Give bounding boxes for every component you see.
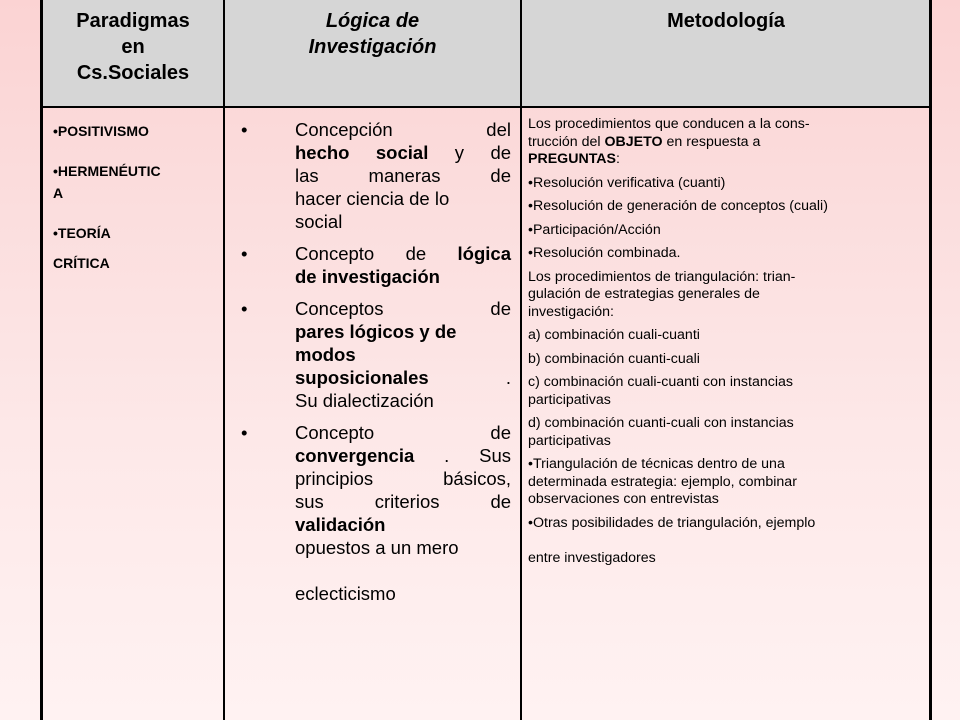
bold-text: modos (295, 344, 356, 365)
bold-text: OBJETO (604, 133, 663, 150)
text-run: d) combinación cuanti-cuali con instancias (528, 415, 794, 431)
text-run: en respuesta a (662, 133, 761, 150)
text-run: determinada estrategia: ejemplo, combinar (528, 473, 797, 490)
metodologia-paragraph (528, 245, 928, 263)
text-line (295, 582, 511, 605)
logica-item (239, 118, 511, 233)
text-run: básicos, (443, 468, 511, 489)
content-table (40, 0, 932, 720)
text-run: gulación de estrategias generales de (528, 286, 760, 302)
text-line (295, 265, 511, 288)
paradigmas-column (53, 120, 218, 292)
text-line (528, 433, 928, 451)
text-run: •Participación/Acción (528, 221, 661, 238)
bold-text: validación (295, 514, 386, 535)
metodologia-paragraph (528, 269, 928, 322)
logica-item (239, 297, 511, 412)
bold-text: pares lógicos y de (295, 321, 457, 342)
header-text: Paradigmas (76, 10, 190, 32)
bold-text: de investigación (295, 266, 440, 287)
text-run: participativas (528, 432, 611, 449)
text-line (528, 374, 928, 392)
column-divider (520, 0, 522, 720)
text-line (528, 491, 928, 509)
text-run: Los procedimientos que conducen a la cons- (528, 116, 810, 132)
text-line (295, 444, 511, 467)
text-line (295, 513, 511, 536)
text-line (528, 198, 928, 216)
paradigma-item: CRÍTICA (53, 255, 110, 271)
text-line (528, 151, 928, 169)
metodologia-paragraph (528, 415, 928, 450)
text-line (295, 164, 511, 187)
text-line (528, 532, 928, 550)
text-run: hacer ciencia de lo (295, 188, 450, 209)
metodologia-paragraph (528, 327, 928, 345)
metodologia-paragraph (528, 116, 928, 169)
text-run: Conceptos (295, 298, 384, 319)
text-run: participativas (528, 391, 611, 408)
logica-item (239, 242, 511, 288)
text-run: observaciones con entrevistas (528, 491, 719, 507)
bold-text: hecho social (295, 142, 429, 163)
text-line (295, 297, 511, 320)
header-text: Cs.Sociales (76, 62, 190, 84)
text-run: •Resolución de generación de conceptos (cuali) (528, 198, 828, 214)
text-line (528, 116, 928, 134)
header-paradigmas (43, 0, 223, 106)
text-run: : (616, 151, 620, 167)
metodologia-paragraph (528, 374, 928, 409)
metodologia-paragraph (528, 222, 928, 240)
metodologia-paragraph (528, 515, 928, 568)
text-run: sus (295, 491, 324, 512)
text-line (528, 134, 928, 152)
text-line (295, 242, 511, 265)
paradigma-item: •TEORÍA (53, 225, 111, 241)
text-run: •Resolución combinada. (528, 245, 681, 261)
header-metodologia (522, 0, 930, 106)
text-line (528, 392, 928, 410)
text-run: Su dialectización (295, 390, 434, 411)
paradigma-item: •POSITIVISMO (53, 123, 149, 139)
text-line (295, 389, 511, 412)
logica-item (239, 421, 511, 605)
text-line (528, 245, 928, 263)
metodologia-paragraph (528, 351, 928, 369)
text-run: . (505, 367, 511, 388)
metodologia-paragraph (528, 456, 928, 509)
bold-text: suposicionales (295, 367, 429, 388)
text-run: de (490, 491, 512, 512)
text-run: eclecticismo (295, 583, 396, 604)
bullet-icon: • (241, 298, 248, 319)
text-line (295, 366, 511, 389)
text-run: entre investigadores (528, 549, 656, 566)
header-text: Metodología (667, 10, 785, 32)
text-run: de (490, 165, 511, 186)
logica-column (239, 118, 511, 614)
text-line (528, 415, 928, 433)
text-run: Concepto de (295, 243, 458, 264)
text-line (295, 467, 511, 490)
text-line (528, 351, 928, 369)
text-line (295, 187, 511, 210)
text-line (295, 536, 511, 559)
text-run: opuestos a un mero (295, 537, 459, 558)
text-run: las (295, 165, 319, 186)
header-text: en (121, 36, 145, 58)
text-run: Concepción (295, 119, 393, 140)
text-line (528, 327, 928, 345)
text-run: social (295, 211, 343, 232)
text-run: •Otras posibilidades de triangulación, ejemplo (528, 514, 816, 531)
text-line (295, 320, 511, 343)
text-run: c) combinación cuali-cuanti con instancias (528, 374, 793, 390)
text-line (295, 559, 511, 582)
table-header-row (43, 0, 929, 108)
text-line (528, 175, 928, 193)
bold-text: lógica (457, 243, 511, 264)
text-line (528, 550, 928, 568)
bullet-icon: • (241, 422, 248, 443)
text-run: b) combinación cuanti-cuali (528, 350, 700, 367)
text-line (528, 456, 928, 474)
metodologia-column (528, 116, 928, 573)
text-run: . Sus (444, 445, 511, 466)
text-run: principios (295, 468, 374, 489)
header-text: Investigación (308, 36, 437, 58)
text-line (528, 222, 928, 240)
header-logica (225, 0, 520, 106)
text-run: del (486, 119, 511, 140)
text-line (295, 118, 511, 141)
metodologia-paragraph (528, 175, 928, 193)
text-run: Los procedimientos de triangulación: trian- (528, 268, 796, 285)
header-text: Lógica de (325, 10, 420, 32)
text-run: maneras (368, 165, 441, 186)
text-run: a) combinación cuali-cuanti (528, 327, 700, 343)
text-run: Concepto (295, 422, 375, 443)
paradigma-item: •HERMENÉUTIC (53, 163, 161, 179)
text-line (295, 421, 511, 444)
bold-text: PREGUNTAS (528, 151, 617, 167)
paradigma-item: A (53, 185, 64, 201)
text-run: investigación: (528, 303, 614, 320)
text-run: trucción del (528, 133, 605, 150)
text-line (528, 515, 928, 533)
text-run: de (490, 142, 512, 163)
metodologia-paragraph (528, 198, 928, 216)
text-line (295, 210, 511, 233)
text-run: •Triangulación de técnicas dentro de una (528, 456, 785, 472)
text-line (295, 141, 511, 164)
text-run: de (490, 422, 511, 443)
text-line (295, 490, 511, 513)
text-line (528, 304, 928, 322)
bullet-icon: • (241, 243, 248, 264)
text-line (295, 343, 511, 366)
text-line (528, 474, 928, 492)
text-line (528, 269, 928, 287)
text-run: de (490, 298, 511, 319)
bullet-icon: • (241, 119, 248, 140)
bold-text: convergencia (295, 445, 415, 466)
column-divider (223, 0, 225, 720)
text-run: y (454, 142, 465, 163)
text-run: criterios (374, 491, 440, 512)
text-line (528, 286, 928, 304)
text-run: •Resolución verificativa (cuanti) (528, 174, 726, 191)
